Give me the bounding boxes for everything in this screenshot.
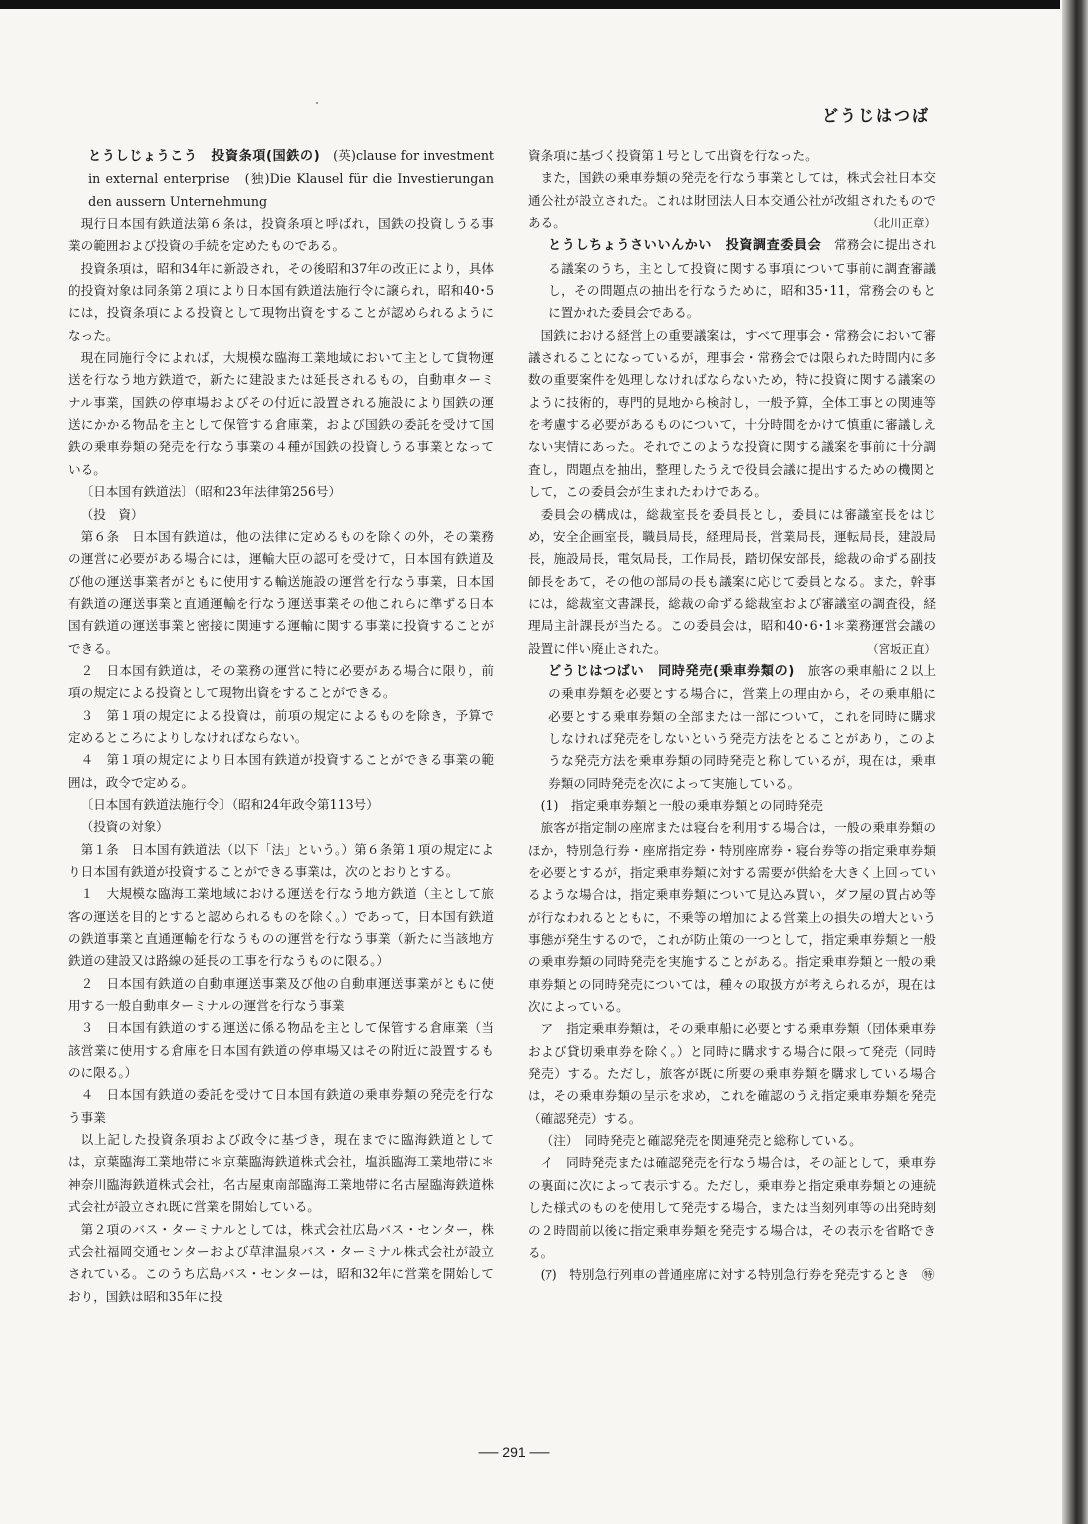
page-number: ── 291 ── (478, 1444, 550, 1460)
paragraph-text: 〔日本国有鉄道法施行令〕（昭和24年政令第113号） (80, 796, 379, 812)
body-paragraph (68, 258, 494, 347)
left-column (68, 145, 494, 1430)
top-edge-shadow (0, 0, 1060, 9)
paragraph-text: 旅客の乗車船に２以上の乗車券類を必要とする場合に，営業上の理由から，その乗車船に必要とする乗車券類の全部または一部について，これを同時に購求しなければ発売をしないという発売方法をとることがあり，このような発売方法を乗車券類の同時発売と称しているが，現在は，乗車券類の同時発売を次によって実施している。 (548, 662, 936, 791)
body-paragraph (68, 1219, 494, 1308)
paragraph-text: １ 大規模な臨海工業地域における運送を行なう地方鉄道（主として旅客の運送を目的とすると認められるものを除く。）であって，日本国有鉄道の鉄道事業と直通運輸を行なうものの運営を行なう事業（新たに当該地方鉄道の建設又は路線の延長の工事を行なうものに限る。） (68, 886, 494, 969)
entry-paragraph (528, 660, 936, 795)
paragraph-text: ア 指定乗車券類は，その乗車船に必要とする乗車券類（団体乗車券および貸切乗車券を除く。）と同時に購求する場合に限って発売（同時発売）する。ただし，旅客が既に所要の乗車券類を購求している場合は，その乗車券類の呈示を求め，これを確認のうえ指定乗車券類を発売（確認発売）する。 (528, 1021, 936, 1126)
paragraph-text: 以上記した投資条項および政令に基づき，現在までに臨海鉄道としては，京葉臨海工業地帯に＊京葉臨海鉄道株式会社，塩浜臨海工業地帯に＊神奈川臨海鉄道株式会社，名古屋東南部臨海工業地帯に名古屋臨海鉄道株式会社が設立され既に営業を開始している。 (68, 1132, 494, 1215)
paragraph-text: 資条項に基づく投資第１号として出資を行なった。 (528, 148, 818, 163)
body-paragraph (68, 839, 494, 884)
author-credit: （宮坂正直） (867, 641, 936, 656)
paragraph-text: ２ 日本国有鉄道は，その業務の運営に特に必要がある場合に限り，前項の規定による投資として現物出資をすることができる。 (68, 662, 494, 701)
paragraph-text: 委員会の構成は，総裁室長を委員長とし，委員には審議室長をはじめ，安全企画室長，職員局長，経理局長，営業局長，運転局長，建設局長，施設局長，電気局長，工作局長，踏切保安部長，総裁の命ずる副技師長をあて，その他の部局の長も議案に応じて委員となる。また，幹事には，総裁室文書課長，総裁の命ずる総裁室および審議室の調査役，経理局主計課長が当たる。この委員会は，昭和40･6･1＊業務運営会議の設置に伴い廃止された。 (528, 506, 936, 656)
paragraph-text: イ 同時発売または確認発売を行なう場合は，その証として，乗車券の裏面に次によって表示する。ただし，乗車券と指定乗車券類との連続した様式のものを使用して発売する場合，または当刻列車等の出発時刻の２時間前以後に指定乗車券類を発売する場合は，その表示を省略できる。 (528, 1155, 936, 1260)
paragraph-text: 第６条 日本国有鉄道は，他の法律に定めるものを除くの外，その業務の運営に必要がある場合には，運輸大臣の認可を受けて，日本国有鉄道及び他の運送事業者がともに使用する輸送施設の運営を行なう事業，日本国有鉄道の運送事業と直通運輸を行なう運送事業その他これらに準ずる日本国有鉄道の運送事業と密接に関連する運輸に関する事業に投資することができる。 (68, 528, 494, 656)
paragraph-text: ４ 日本国有鉄道の委託を受けて日本国有鉄道の乗車券類の発売を行なう事業 (68, 1087, 494, 1125)
body-paragraph (528, 167, 936, 234)
right-column (528, 145, 936, 1430)
body-paragraph (68, 816, 494, 838)
paragraph-text: 投資条項は，昭和34年に新設され，その後昭和37年の改正により，具体的投資対象は同条第２項により日本国有鉄道法施行令に譲られ，昭和40･5には，投資条項による投資として現物出資をすることが認められるようになった。 (68, 260, 494, 343)
body-paragraph (68, 883, 494, 972)
body-paragraph (68, 1084, 494, 1129)
paragraph-text: 常務会に提出される議案のうち，主として投資に関する事項について事前に調査審議し，その問題点の抽出を行なうために，昭和35･11，常務会のもとに置かれた委員会である。 (548, 237, 936, 321)
entry-paragraph (68, 145, 494, 213)
body-paragraph (528, 1152, 936, 1264)
body-paragraph (68, 973, 494, 1018)
body-paragraph (528, 1264, 936, 1286)
paragraph-text: （投資の対象） (80, 819, 169, 835)
body-paragraph (528, 1130, 936, 1152)
body-paragraph (528, 817, 936, 1018)
running-head: どうじはつば (821, 106, 930, 125)
paragraph-text: (英)clause for investment in external enterprise (独)Die Klausel für die Investierungan den aussern Unternehmung (88, 148, 494, 209)
paragraph-text: 第１条 日本国有鉄道法（以下「法」という。）第６条第１項の規定により日本国有鉄道が投資することができる事業は，次のとおりとする。 (68, 841, 494, 879)
paragraph-text: （注） 同時発売と確認発売を関連発売と総称している。 (540, 1133, 862, 1149)
body-paragraph (528, 795, 936, 817)
author-credit: （北川正章） (867, 216, 936, 231)
paragraph-text: 旅客が指定制の座席または寝台を利用する場合は，一般の乗車券類のほか，特別急行券・座席指定券・特別座席券・寝台券等の指定乗車券類を必要とするが，指定乗車券類に対する需要が供給を大きく上回っているような場合は，指定乗車券類について見込み買い，ダフ屋の買占め等が行なわれるとともに，不乗等の増加による営業上の損失の増大という事態が発生するので，これが防止策の一つとして，指定乗車券類と一般の乗車券類の同時発売を実施することがある。指定乗車券類と一般の乗車券類との同時発売については，種々の取扱方が考えられるが，現在は次によっている。 (528, 820, 936, 1015)
entry-headword: とうしちょうさいいんかい 投資調査委員会 (548, 238, 822, 254)
paragraph-text: 国鉄における経営上の重要議案は，すべて理事会・常務会において審議されることになっているが，理事会・常務会では限られた時間内に多数の重要案件を処理しなければならないため，特に投資に関する議案のように技術的，専門的見地から検討し，一般予算，全体工事との関連等を考慮する必要があるものについて，十分時間をかけて慎重に審議しえない実情にあった。それでこのような投資に関する議案を事前に十分調査し，問題点を抽出，整理したうえで役員会議に提出するための機関として，この委員会が生まれたわけである。 (528, 327, 936, 500)
body-paragraph (528, 1018, 936, 1130)
paragraph-text: 現行日本国有鉄道法第６条は，投資条項と呼ばれ，国鉄の投資しうる事業の範囲および投資の手続を定めたものである。 (68, 216, 494, 254)
body-paragraph (68, 481, 494, 503)
body-paragraph (68, 347, 494, 481)
paragraph-text: ２ 日本国有鉄道の自動車運送事業及び他の自動車運送事業がともに使用する一般自動車ターミナルの運営を行なう事業 (68, 975, 494, 1014)
paragraph-text: 第２項のバス・ターミナルとしては，株式会社広島バス・センター，株式会社福岡交通センターおよび草津温泉バス・ターミナル株式会社が設立されている。このうち広島バス・センターは，昭和32年に営業を開始しており，国鉄は昭和35年に投 (68, 1221, 494, 1304)
body-paragraph (528, 145, 936, 167)
paragraph-text: (ｱ) 特別急行列車の普通座席に対する特別急行券を発売するとき ㊕ (540, 1267, 935, 1283)
entry-paragraph (528, 234, 936, 324)
paragraph-text: ３ 第１項の規定による投資は，前項の規定によるものを除き，予算で定めるところによりしなければならない。 (68, 707, 494, 745)
entry-headword: どうじはつばい 同時発売(乗車券類の) (548, 663, 795, 679)
body-paragraph (68, 1129, 494, 1218)
body-paragraph (68, 213, 494, 258)
body-paragraph (68, 794, 494, 816)
body-paragraph (68, 526, 494, 660)
body-paragraph (68, 705, 494, 750)
body-paragraph (68, 504, 494, 526)
paragraph-text: また，国鉄の乗車券類の発売を行なう事業としては，株式会社日本交通公社が設立された。これは財団法人日本交通公社が改組されたものである。 (528, 170, 936, 231)
paragraph-text: (1) 指定乗車券類と一般の乗車券類との同時発売 (540, 797, 823, 813)
speck (316, 102, 318, 104)
body-paragraph (68, 660, 494, 705)
body-paragraph (528, 504, 936, 660)
paragraph-text: 現在同施行令によれば，大規模な臨海工業地域において主として貨物運送を行なう地方鉄道で，新たに建設または延長されるもの，自動車ターミナル事業，国鉄の停車場およびその付近に設置される施設により国鉄の運送にかかる物品を主として保管する倉庫業，および国鉄の委託を受けて国鉄の乗車券類の発売を行なう事業の４種が国鉄の投資しうる事業となっている。 (68, 350, 494, 477)
paragraph-text: ３ 日本国有鉄道のする運送に係る物品を主として保管する倉庫業（当該営業に使用する倉庫を日本国有鉄道の停車場又はその附近に設置するものに限る。） (68, 1020, 494, 1081)
entry-headword: とうしじょうこう 投資条項(国鉄の) (88, 149, 321, 164)
paragraph-text: （投 資） (80, 506, 144, 522)
body-paragraph (528, 325, 936, 504)
paragraph-text: 〔日本国有鉄道法〕（昭和23年法律第256号） (80, 484, 342, 500)
body-paragraph (68, 749, 494, 794)
book-spine-edge (1062, 0, 1088, 1524)
paragraph-text: ４ 第１項の規定により日本国有鉄道が投資することができる事業の範囲は，政令で定める。 (68, 752, 494, 790)
body-paragraph (68, 1017, 494, 1084)
